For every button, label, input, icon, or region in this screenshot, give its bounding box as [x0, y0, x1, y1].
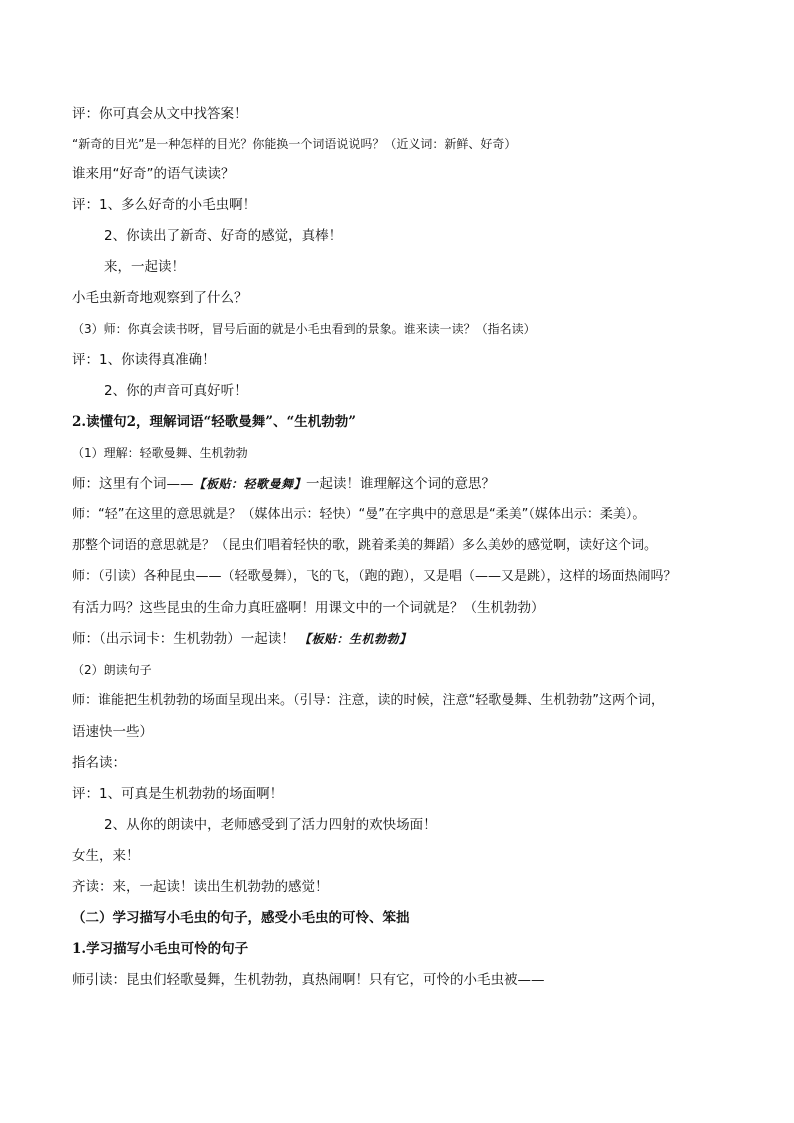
- text-line: [72, 629, 764, 649]
- text-line: 评：1、你读得真准确！: [72, 352, 216, 368]
- board-note: 【板贴：生机勃勃】: [299, 632, 412, 646]
- text-line: 师引读：昆虫们轻歌曼舞，生机勃勃，真热闹啊！只有它，可怜的小毛虫被——: [72, 972, 545, 988]
- section-heading: （二）学习描写小毛虫的句子，感受小毛虫的可怜、笨拙: [72, 910, 410, 926]
- board-note: 【板贴：轻歌曼舞】: [193, 477, 307, 491]
- text-line: 评：你可真会从文中找答案！: [72, 106, 248, 122]
- text-line: 师：（引读）各种昆虫——（轻歌曼舞），飞的飞，（跑的跑），又是唱（——又是跳），这样的场面热闹吗？: [72, 569, 677, 584]
- text-line: （2）朗读句子: [72, 663, 152, 677]
- text-line: 师：“轻”在这里的意思就是？（媒体出示：轻快）“曼”在字典中的意思是“柔美”（媒体出示：柔美）。: [72, 507, 646, 522]
- text-line: 来，一起读！: [104, 259, 185, 275]
- text-segment: 一起读！谁理解这个词的意思？: [306, 476, 496, 492]
- subsection-heading: 1.学习描写小毛虫可怜的句子: [72, 941, 249, 957]
- text-line: 2、你读出了新奇、好奇的感觉，真棒！: [104, 228, 343, 244]
- text-line: （3）师：你真会读书呀，冒号后面的就是小毛虫看到的景象。谁来读一读？（指名读）: [72, 322, 536, 336]
- section-heading: 2.读懂句2，理解词语“轻歌曼舞”、“生机勃勃”: [72, 414, 357, 430]
- text-line: “新奇的目光”是一种怎样的目光？你能换一个词语说说吗？（近义词：新鲜、好奇）: [72, 137, 517, 151]
- text-segment: 师：（出示词卡：生机勃勃）一起读！: [72, 631, 295, 647]
- text-line: 谁来用“好奇”的语气读读？: [72, 166, 235, 182]
- text-line: 小毛虫新奇地观察到了什么？: [72, 290, 248, 306]
- text-line: 指名读：: [72, 755, 126, 771]
- text-line: 师：谁能把生机勃勃的场面呈现出来。（引导：注意，读的时候，注意“轻歌曼舞、生机勃勃”这两个词，: [72, 693, 664, 708]
- text-segment: 师：这里有个词——: [72, 476, 194, 492]
- text-line: 2、你的声音可真好听！: [104, 383, 248, 399]
- text-line: 评：1、多么好奇的小毛虫啊！: [72, 197, 257, 213]
- text-line: 语速快一些）: [72, 724, 153, 740]
- text-line: [72, 474, 764, 494]
- text-line: 评：1、可真是生机勃勃的场面啊！: [72, 786, 284, 802]
- text-line: （1）理解：轻歌曼舞、生机勃勃: [72, 446, 248, 460]
- text-line: 那整个词语的意思就是？（昆虫们唱着轻快的歌，跳着柔美的舞蹈）多么美妙的感觉啊，读好这个词。: [72, 538, 658, 553]
- text-line: 齐读：来，一起读！读出生机勃勃的感觉！: [72, 879, 329, 895]
- text-line: 2、从你的朗读中，老师感受到了活力四射的欢快场面！: [104, 817, 437, 833]
- text-line: 女生，来！: [72, 848, 140, 864]
- text-line: 有活力吗？这些昆虫的生命力真旺盛啊！用课文中的一个词就是？（生机勃勃）: [72, 600, 545, 616]
